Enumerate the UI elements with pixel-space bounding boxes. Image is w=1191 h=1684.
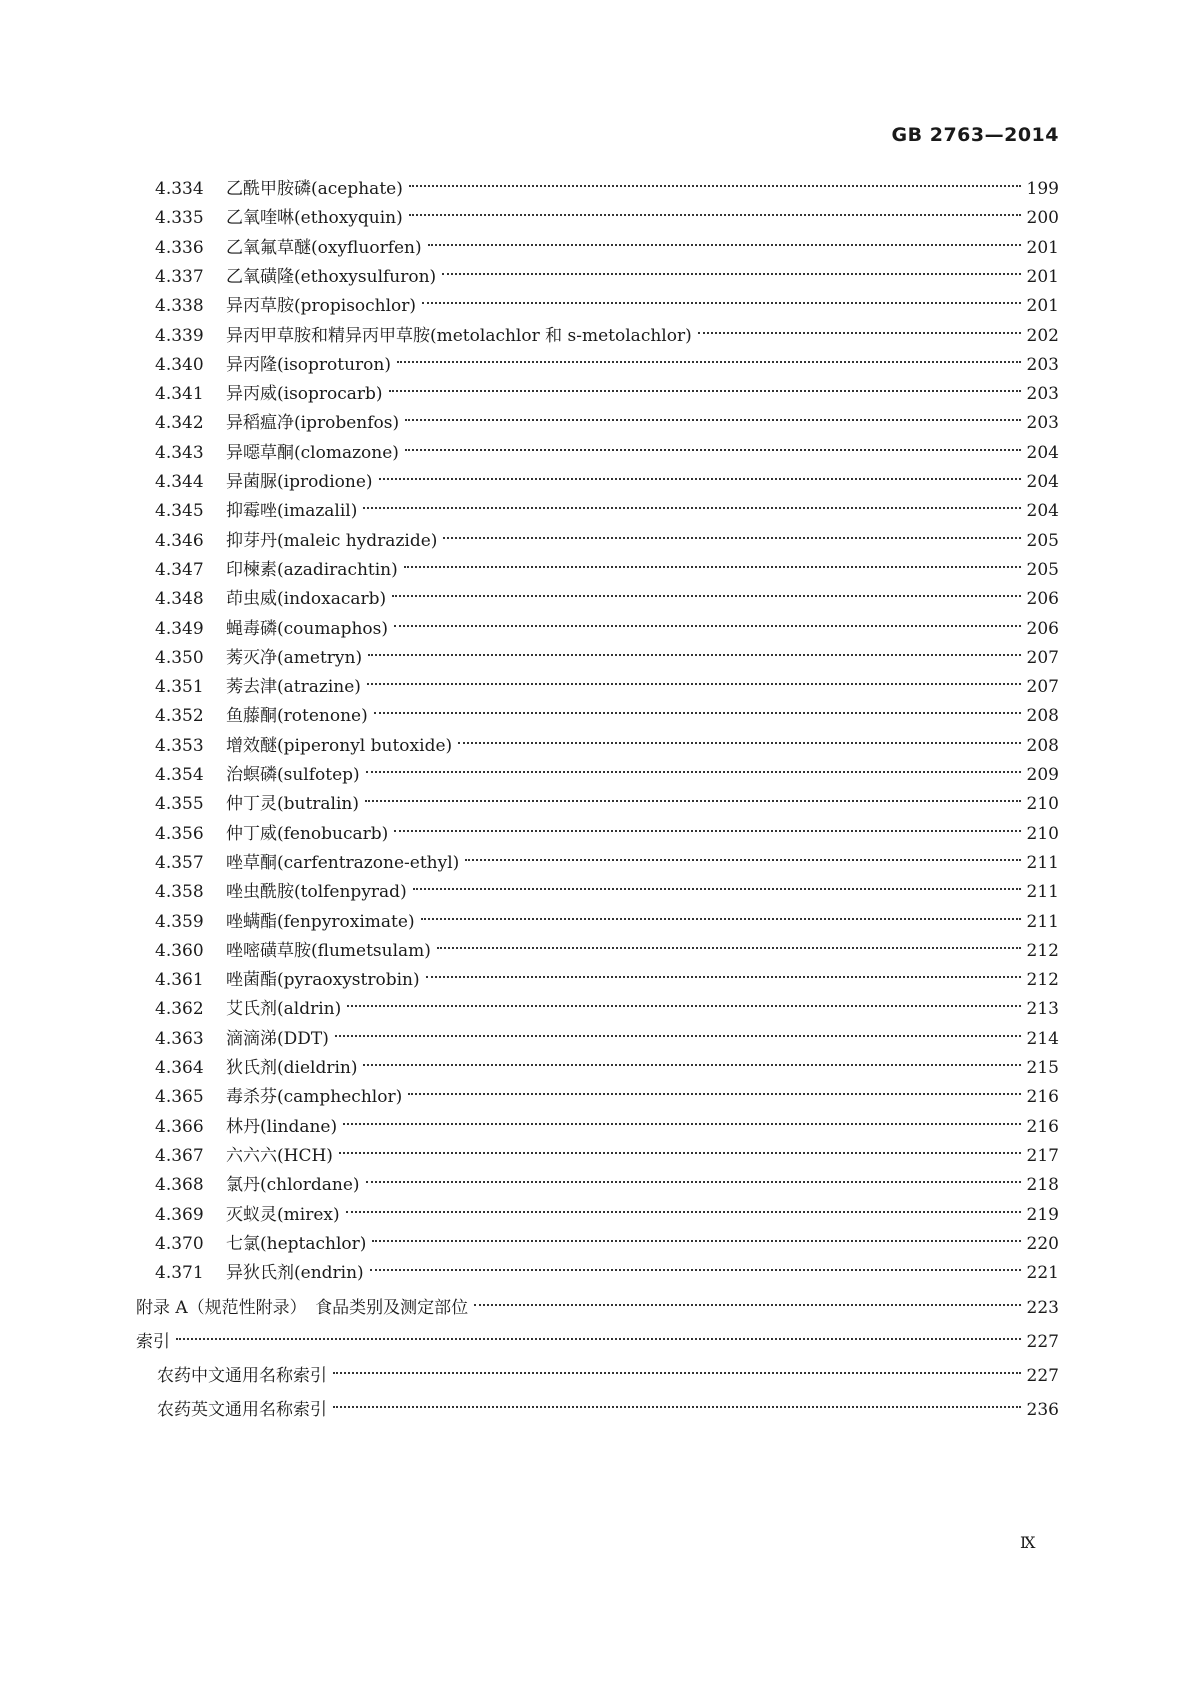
toc-entry-title: 农药英文通用名称索引: [157, 1400, 327, 1421]
dot-leader: [437, 932, 1021, 956]
toc-entry-number: 4.370: [155, 1233, 204, 1254]
dot-leader: [372, 1225, 1020, 1249]
dot-leader: [346, 1196, 1021, 1220]
toc-entry-page: 203: [1026, 354, 1059, 375]
document-code: GB 2763—2014: [891, 124, 1059, 146]
toc-entry-page: 216: [1026, 1087, 1059, 1108]
toc-entry-title: 异丙草胺(propisochlor): [226, 296, 417, 317]
toc-entry-title: 附录 A（规范性附录） 食品类别及测定部位: [136, 1298, 469, 1319]
toc-entry-number: 4.340: [155, 354, 204, 375]
toc-entry-title: 抑芽丹(maleic hydrazide): [226, 530, 438, 551]
toc-entry-number: 4.348: [155, 589, 204, 610]
dot-leader: [474, 1289, 1020, 1313]
dot-leader: [442, 258, 1020, 282]
toc-entry-title: 六六六(HCH): [226, 1145, 333, 1166]
toc-entry[interactable]: [155, 463, 1059, 492]
toc-entry-title: 索引: [136, 1332, 170, 1353]
toc-entry-number: 4.359: [155, 911, 204, 932]
toc-entry-number: 4.349: [155, 618, 204, 639]
dot-leader: [405, 404, 1020, 428]
toc-entry[interactable]: [155, 1225, 1059, 1254]
toc-entry-number: 4.335: [155, 208, 204, 229]
dot-leader: [335, 1020, 1021, 1044]
dot-leader: [379, 463, 1021, 487]
toc-entry[interactable]: [155, 434, 1059, 463]
dot-leader: [367, 668, 1021, 692]
toc-entry[interactable]: [155, 170, 1059, 199]
toc-entry[interactable]: [155, 346, 1059, 375]
toc-entry-number: 4.357: [155, 852, 204, 873]
toc-entry-page: 211: [1026, 882, 1059, 903]
toc-entry-number: 4.366: [155, 1116, 204, 1137]
dot-leader: [394, 815, 1020, 839]
dot-leader: [389, 375, 1021, 399]
toc-entry-page: 201: [1026, 266, 1059, 287]
toc-entry[interactable]: [155, 404, 1059, 434]
toc-entry-page: 221: [1026, 1263, 1059, 1284]
dot-leader: [370, 1254, 1021, 1278]
toc-entry-number: 4.355: [155, 794, 204, 815]
dot-leader: [409, 199, 1021, 223]
toc-entry-number: 4.356: [155, 823, 204, 844]
toc-entry[interactable]: [155, 727, 1059, 756]
toc-entry-title: 乙氧喹啉(ethoxyquin): [226, 208, 403, 229]
toc-entry-title: 乙氧磺隆(ethoxysulfuron): [226, 266, 437, 287]
toc-entry-page: 204: [1026, 442, 1059, 463]
toc-index[interactable]: [136, 1323, 1059, 1353]
toc-entry-number: 4.337: [155, 266, 204, 287]
toc-entry-title: 鱼藤酮(rotenone): [226, 706, 368, 727]
toc-entry-number: 4.345: [155, 501, 204, 522]
toc-entry-title: 七氯(heptachlor): [226, 1233, 367, 1254]
toc-entry-page: 203: [1026, 384, 1059, 405]
toc-entry-title: 印楝素(azadirachtin): [226, 559, 398, 580]
toc-index-sub[interactable]: [157, 1357, 1059, 1387]
toc-entry-title: 莠灭净(ametryn): [226, 647, 363, 668]
toc-entry[interactable]: [155, 375, 1059, 405]
toc-entry-page: 213: [1026, 999, 1059, 1020]
toc-entry-title: 抑霉唑(imazalil): [226, 501, 358, 522]
toc-entry-number: 4.341: [155, 384, 204, 405]
dot-leader: [413, 873, 1021, 897]
toc-entry[interactable]: [155, 492, 1059, 522]
toc-entry-title: 增效醚(piperonyl butoxide): [226, 735, 453, 756]
toc-entry-number: 4.363: [155, 1028, 204, 1049]
toc-entry-number: 4.352: [155, 706, 204, 727]
toc-entry-page: 220: [1026, 1233, 1059, 1254]
toc-entry-title: 治螟磷(sulfotep): [226, 765, 360, 785]
toc-entry[interactable]: [155, 1020, 1059, 1049]
dot-leader: [408, 1078, 1020, 1102]
toc-entry-page: 219: [1026, 1204, 1059, 1225]
toc-entry-title: 乙酰甲胺磷(acephate): [226, 179, 403, 199]
toc-entry-title: 唑虫酰胺(tolfenpyrad): [226, 882, 407, 903]
toc-entry-title: 茚虫威(indoxacarb): [226, 589, 387, 610]
toc-entry-number: 4.364: [155, 1058, 204, 1078]
toc-entry-number: 4.362: [155, 999, 204, 1020]
toc-entry[interactable]: [155, 903, 1059, 932]
toc-entry-number: 4.347: [155, 559, 204, 580]
toc-entry-number: 4.338: [155, 296, 204, 317]
toc-entry-page: 217: [1026, 1145, 1059, 1166]
toc-entry-page: 212: [1026, 940, 1059, 961]
toc-entry[interactable]: [155, 961, 1059, 991]
toc-entry-page: 206: [1026, 589, 1059, 610]
toc-entry-page: 216: [1026, 1116, 1059, 1137]
toc-entry-title: 蝇毒磷(coumaphos): [226, 618, 389, 639]
toc-entry-page: 227: [1026, 1332, 1059, 1353]
toc-entry-title: 唑螨酯(fenpyroximate): [226, 911, 415, 932]
dot-leader: [333, 1357, 1021, 1381]
toc-entry[interactable]: [155, 1049, 1059, 1078]
toc-entry-number: 4.346: [155, 530, 204, 551]
dot-leader: [458, 727, 1020, 751]
dot-leader: [366, 1166, 1021, 1190]
toc-entry-page: 201: [1026, 237, 1059, 258]
dot-leader: [339, 1137, 1021, 1161]
dot-leader: [343, 1108, 1020, 1132]
toc-entry[interactable]: [155, 258, 1059, 287]
toc-entry-title: 灭蚁灵(mirex): [226, 1204, 340, 1225]
toc-entry-title: 异菌脲(iprodione): [226, 472, 373, 492]
toc-entry-title: 唑草酮(carfentrazone-ethyl): [226, 852, 460, 873]
toc-entry-number: 4.360: [155, 940, 204, 961]
toc-entry-page: 199: [1026, 179, 1059, 199]
toc-entry-page: 205: [1026, 559, 1059, 580]
toc-entry[interactable]: [155, 844, 1059, 873]
toc-entry-page: 208: [1026, 706, 1059, 727]
toc-entry-page: 207: [1026, 677, 1059, 698]
toc-entry-page: 236: [1026, 1400, 1059, 1421]
toc-entry-page: 209: [1026, 765, 1059, 785]
toc-entry-page: 218: [1026, 1175, 1059, 1196]
toc-entry-title: 异丙甲草胺和精异丙甲草胺(metolachlor 和 s-metolachlor): [226, 325, 692, 346]
toc-entry-title: 异丙威(isoprocarb): [226, 384, 383, 405]
toc-entry-title: 异噁草酮(clomazone): [226, 442, 399, 463]
toc-entry-number: 4.342: [155, 413, 204, 434]
toc-entry-page: 207: [1026, 647, 1059, 668]
toc-entry[interactable]: [155, 668, 1059, 698]
toc-entry[interactable]: [155, 785, 1059, 815]
dot-leader: [409, 170, 1021, 194]
toc-entry[interactable]: [155, 815, 1059, 844]
dot-leader: [405, 434, 1021, 458]
toc-entry[interactable]: [155, 199, 1059, 229]
toc-entry[interactable]: [155, 1078, 1059, 1108]
dot-leader: [368, 639, 1020, 663]
toc-entry-number: 4.354: [155, 765, 204, 785]
toc-entry-number: 4.365: [155, 1087, 204, 1108]
toc-entry-number: 4.339: [155, 325, 204, 346]
toc-entry-page: 202: [1026, 325, 1059, 346]
toc-entry[interactable]: [155, 551, 1059, 580]
toc-entry-page: 203: [1026, 413, 1059, 434]
dot-leader: [176, 1323, 1021, 1347]
toc-entry-number: 4.369: [155, 1204, 204, 1225]
toc-entry-page: 211: [1026, 852, 1059, 873]
dot-leader: [347, 990, 1020, 1014]
toc-entry-title: 异稻瘟净(iprobenfos): [226, 413, 400, 434]
toc-entry-title: 唑嘧磺草胺(flumetsulam): [226, 940, 431, 961]
toc-entry[interactable]: [155, 317, 1059, 346]
toc-entry-page: 223: [1026, 1298, 1059, 1319]
toc-entry[interactable]: [155, 639, 1059, 668]
toc-entry-title: 林丹(lindane): [226, 1116, 338, 1137]
dot-leader: [363, 492, 1020, 516]
toc-entry-number: 4.353: [155, 735, 204, 756]
toc-appendix[interactable]: [136, 1289, 1059, 1319]
toc-entry[interactable]: [155, 1254, 1059, 1284]
toc-entry-title: 异狄氏剂(endrin): [226, 1263, 364, 1284]
toc-entry[interactable]: [155, 1196, 1059, 1225]
toc-entry[interactable]: [155, 287, 1059, 317]
toc-entry-number: 4.344: [155, 472, 204, 492]
toc-entry[interactable]: [155, 1108, 1059, 1137]
toc-entry-number: 4.334: [155, 179, 204, 199]
toc-entry-page: 212: [1026, 970, 1059, 991]
dot-leader: [392, 580, 1020, 604]
toc-entry-number: 4.351: [155, 677, 204, 698]
toc-entry-number: 4.371: [155, 1263, 204, 1284]
dot-leader: [422, 287, 1020, 311]
dot-leader: [374, 697, 1021, 721]
toc-entry-title: 氯丹(chlordane): [226, 1175, 360, 1196]
toc-entry-page: 201: [1026, 296, 1059, 317]
toc-entry-title: 农药中文通用名称索引: [157, 1366, 327, 1387]
toc-entry[interactable]: [155, 756, 1059, 785]
toc-entry-number: 4.336: [155, 237, 204, 258]
toc-entry-title: 艾氏剂(aldrin): [226, 999, 342, 1020]
toc-entry-number: 4.367: [155, 1145, 204, 1166]
toc-entry-title: 狄氏剂(dieldrin): [226, 1058, 358, 1078]
toc-entry-number: 4.350: [155, 647, 204, 668]
dot-leader: [426, 961, 1021, 985]
toc-index-sub[interactable]: [157, 1391, 1059, 1421]
toc-entry-page: 214: [1026, 1028, 1059, 1049]
toc-entry-page: 210: [1026, 794, 1059, 815]
toc-entry[interactable]: [155, 697, 1059, 727]
dot-leader: [443, 522, 1020, 546]
toc-entry[interactable]: [155, 990, 1059, 1020]
toc-entry-page: 204: [1026, 472, 1059, 492]
toc-entry-page: 227: [1026, 1366, 1059, 1387]
toc-entry[interactable]: [155, 1137, 1059, 1166]
toc-entry[interactable]: [155, 610, 1059, 639]
toc-entry-page: 215: [1026, 1058, 1059, 1078]
dot-leader: [394, 610, 1021, 634]
toc-entry[interactable]: [155, 873, 1059, 903]
toc-entry[interactable]: [155, 932, 1059, 961]
dot-leader: [421, 903, 1021, 927]
toc-entry-page: 200: [1026, 208, 1059, 229]
toc-entry-page: 211: [1026, 911, 1059, 932]
dot-leader: [366, 756, 1021, 780]
dot-leader: [465, 844, 1020, 868]
dot-leader: [333, 1391, 1021, 1415]
toc-entry-title: 莠去津(atrazine): [226, 677, 361, 698]
toc-entry-title: 异丙隆(isoproturon): [226, 354, 391, 375]
toc-entry-title: 仲丁威(fenobucarb): [226, 823, 389, 844]
dot-leader: [428, 229, 1021, 253]
dot-leader: [365, 785, 1021, 809]
toc-entry-page: 204: [1026, 501, 1059, 522]
toc-entry[interactable]: [155, 229, 1059, 258]
dot-leader: [404, 551, 1021, 575]
toc-entry[interactable]: [155, 580, 1059, 610]
dot-leader: [397, 346, 1021, 370]
toc-entry-title: 乙氧氟草醚(oxyfluorfen): [226, 237, 422, 258]
toc-entry-number: 4.343: [155, 442, 204, 463]
toc-entry-page: 206: [1026, 618, 1059, 639]
toc-entry-title: 仲丁灵(butralin): [226, 794, 360, 815]
toc-entry[interactable]: [155, 522, 1059, 551]
toc-entry-page: 208: [1026, 735, 1059, 756]
toc-entry[interactable]: [155, 1166, 1059, 1196]
toc-entry-number: 4.358: [155, 882, 204, 903]
toc-entry-title: 毒杀芬(camphechlor): [226, 1087, 403, 1108]
toc-entry-number: 4.361: [155, 970, 204, 991]
toc-entry-title: 唑菌酯(pyraoxystrobin): [226, 970, 420, 991]
dot-leader: [363, 1049, 1020, 1073]
dot-leader: [698, 317, 1021, 341]
page-number: Ⅸ: [1020, 1533, 1036, 1552]
toc-entry-page: 210: [1026, 823, 1059, 844]
toc-entry-number: 4.368: [155, 1175, 204, 1196]
toc-entry-page: 205: [1026, 530, 1059, 551]
toc-entry-title: 滴滴涕(DDT): [226, 1028, 329, 1049]
